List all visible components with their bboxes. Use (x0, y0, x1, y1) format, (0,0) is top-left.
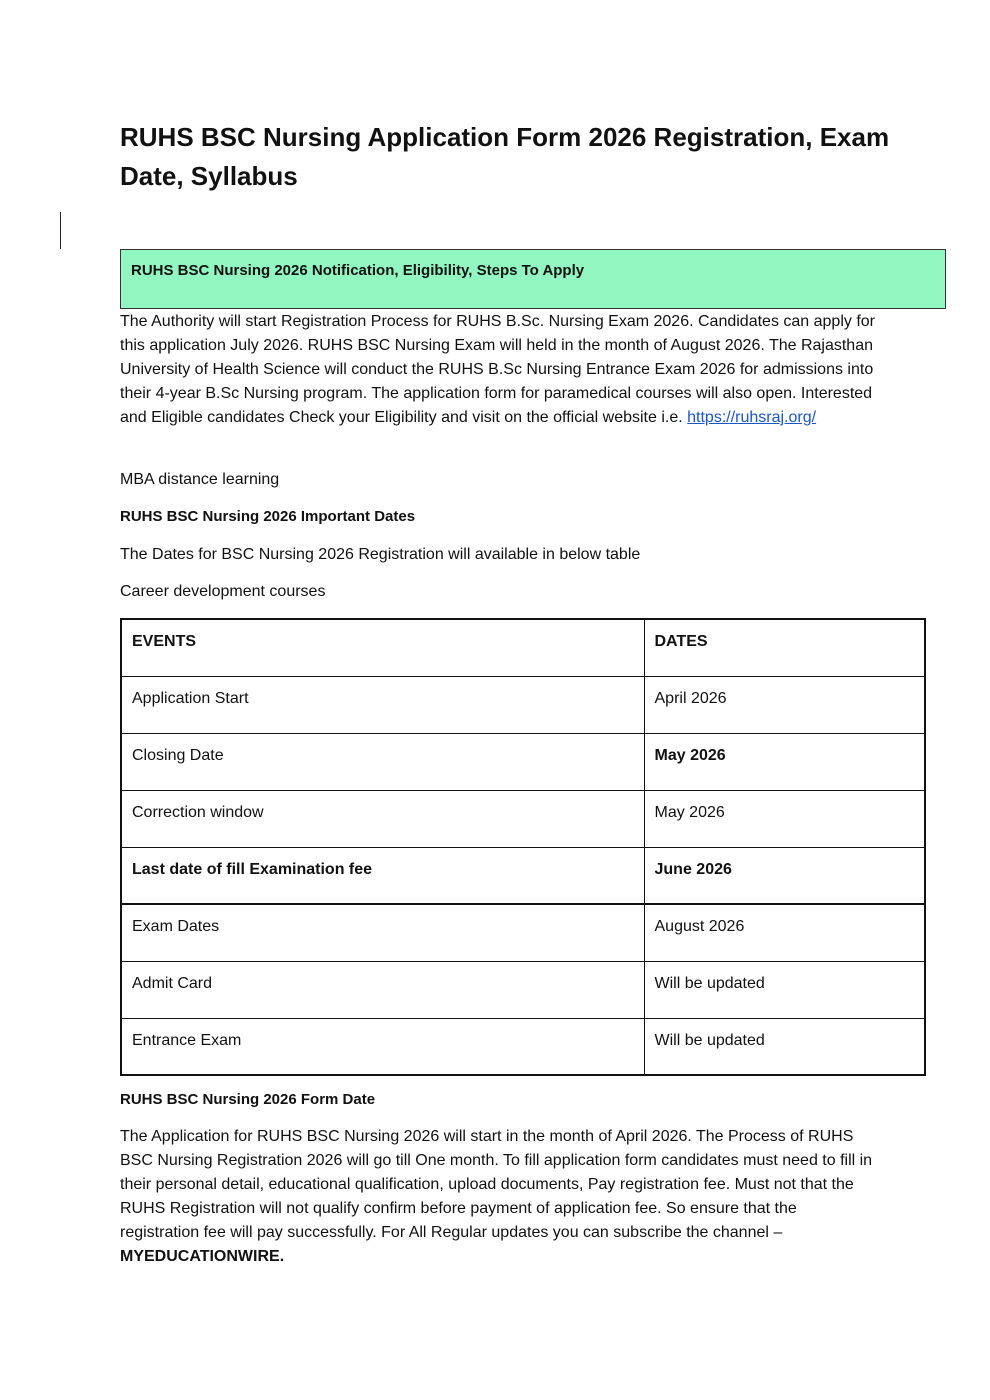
banner-text: RUHS BSC Nursing 2026 Notification, Eligibility, Steps To Apply (131, 262, 585, 279)
table-header-row (121, 619, 925, 676)
event-cell: Last date of fill Examination fee (121, 847, 644, 904)
ad-text-career[interactable]: Career development courses (120, 583, 326, 600)
intro-paragraph (120, 310, 880, 430)
official-website-link[interactable]: https://ruhsraj.org/ (687, 409, 817, 426)
date-cell: Will be updated (644, 961, 925, 1018)
table-row (121, 847, 925, 904)
date-cell: June 2026 (644, 847, 925, 904)
intro-text: The Authority will start Registration Process for RUHS B.Sc. Nursing Exam 2026. Candidates can apply for this application July 2026. RUHS BSC Nursing Exam will held in the month of August 2026. The Rajasthan University of Health Science will conduct the RUHS B.Sc Nursing Entrance Exam 2026 for admissions into their 4-year B.Sc Nursing program. The application form for paramedical courses will also open. Interested and Eligible candidates Check your Eligibility and visit on the official website i.e. (120, 313, 875, 426)
table-row (121, 1018, 925, 1075)
form-date-heading: RUHS BSC Nursing 2026 Form Date (120, 1091, 376, 1108)
date-cell: May 2026 (644, 790, 925, 847)
table-row (121, 733, 925, 790)
table-row (121, 676, 925, 733)
text-cursor (60, 212, 61, 249)
table-header-events: EVENTS (121, 619, 644, 676)
important-dates-heading: RUHS BSC Nursing 2026 Important Dates (120, 508, 416, 525)
channel-name: MYEDUCATIONWIRE. (120, 1248, 285, 1265)
event-cell: Admit Card (121, 961, 644, 1018)
notification-banner (120, 249, 946, 309)
event-cell: Entrance Exam (121, 1018, 644, 1075)
event-cell: Correction window (121, 790, 644, 847)
event-cell: Exam Dates (121, 904, 644, 961)
date-cell: Will be updated (644, 1018, 925, 1075)
table-row (121, 961, 925, 1018)
ad-text-mba[interactable]: MBA distance learning (120, 471, 280, 488)
date-cell: April 2026 (644, 676, 925, 733)
table-row (121, 904, 925, 961)
date-cell: May 2026 (644, 733, 925, 790)
event-cell: Application Start (121, 676, 644, 733)
form-date-text: The Application for RUHS BSC Nursing 2026 will start in the month of April 2026. The Process of RUHS BSC Nursing Registration 2026 will go till One month. To fill application form candidates must need to fill in their personal detail, educational qualification, upload documents, Pay registration fee. Must not that the RUHS Registration will not qualify confirm before payment of application fee. So ensure that the registration fee will pay successfully. For All Regular updates you can subscribe the channel – (120, 1128, 873, 1241)
date-cell: August 2026 (644, 904, 925, 961)
table-row (121, 790, 925, 847)
page-title: RUHS BSC Nursing Application Form 2026 Registration, Exam Date, Syllabus (120, 122, 890, 191)
dates-intro: The Dates for BSC Nursing 2026 Registration will available in below table (120, 546, 641, 563)
important-dates-table (120, 618, 926, 1076)
form-date-paragraph (120, 1125, 880, 1269)
table-header-dates: DATES (644, 619, 925, 676)
event-cell: Closing Date (121, 733, 644, 790)
